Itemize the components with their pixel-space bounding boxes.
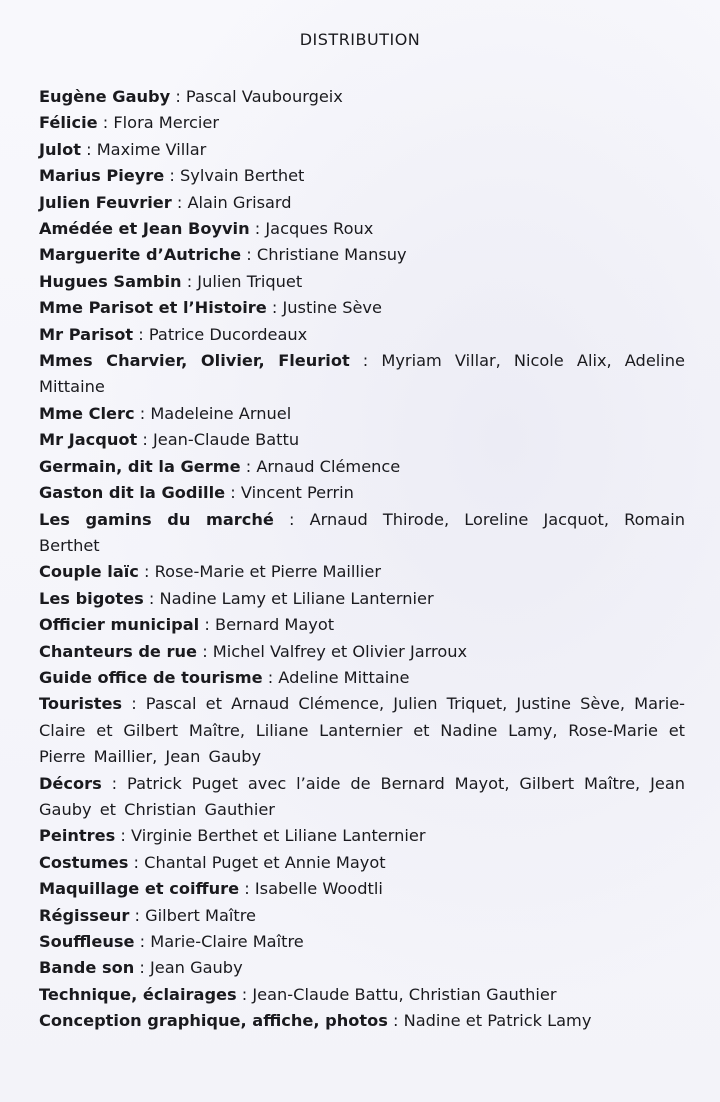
cast-role: Mr Parisot: [39, 324, 134, 344]
cast-actors: Michel Valfrey et Olivier Jarroux: [212, 641, 468, 661]
cast-actors: Christiane Mansuy: [256, 245, 407, 265]
cast-actors: Bernard Mayot: [214, 615, 335, 635]
cast-actors: Pascal Vaubourgeix: [185, 87, 343, 106]
cast-role: Couple laïc: [39, 562, 139, 582]
cast-entry: Les gamins du marché : Arnaud Thirode, Loreline Jacquot, Romain Berthet: [39, 509, 685, 555]
cast-actors: Myriam Villar, Nicole Alix, Adeline Mittaine: [39, 351, 686, 397]
cast-actors: Rose-Marie et Pierre Maillier: [154, 562, 382, 582]
cast-role: Guide office de tourisme: [39, 667, 263, 687]
cast-actors: Nadine Lamy et Liliane Lanternier: [159, 588, 434, 608]
cast-actors: Jean Gauby: [150, 958, 243, 978]
cast-actors: Jean-Claude Battu: [153, 430, 300, 450]
cast-entry: Couple laïc : Rose-Marie et Pierre Maillier: [39, 562, 382, 582]
cast-entry: Chanteurs de rue : Michel Valfrey et Olivier Jarroux: [39, 641, 468, 661]
cast-role: Marguerite d’Autriche: [39, 245, 242, 265]
cast-list: [39, 84, 685, 1035]
cast-role: Eugène Gauby: [39, 87, 171, 106]
cast-entry: Félicie : Flora Mercier: [39, 113, 220, 133]
cast-entry: Souffleuse : Marie-Claire Maître: [39, 932, 304, 951]
cast-role: Julot: [39, 139, 81, 159]
cast-role: Technique, éclairages: [39, 984, 237, 1004]
cast-role: Mme Clerc: [39, 403, 135, 423]
cast-role: Mr Jacquot: [39, 430, 138, 450]
cast-actors: Gilbert Maître: [145, 905, 257, 925]
cast-role: Marius Pieyre: [39, 166, 165, 186]
cast-entry: Touristes : Pascal et Arnaud Clémence, Julien Triquet, Justine Sève, Marie-Claire et Gilbert Maître, Liliane Lanternier et Nadine Lamy, Rose-Marie et Pierre Maillier, Jean Gauby: [39, 694, 685, 767]
cast-entry: Mme Clerc : Madeleine Arnuel: [39, 403, 292, 423]
page-title: DISTRIBUTION: [299, 30, 421, 49]
cast-role: Officier municipal: [39, 615, 200, 635]
cast-actors: Julien Triquet: [197, 271, 303, 291]
cast-actors: Nadine et Patrick Lamy: [403, 1011, 592, 1031]
cast-role: Mmes Charvier, Olivier, Fleuriot: [39, 351, 350, 371]
cast-role: Bande son: [39, 958, 135, 978]
cast-entry: Hugues Sambin : Julien Triquet: [39, 271, 303, 291]
cast-actors: Vincent Perrin: [240, 483, 354, 503]
cast-actors: Madeleine Arnuel: [150, 403, 292, 423]
cast-role: Chanteurs de rue: [39, 641, 198, 661]
cast-entry: Julot : Maxime Villar: [39, 139, 207, 159]
cast-entry: Peintres : Virginie Berthet et Liliane Lanternier: [39, 826, 426, 846]
cast-role: Hugues Sambin: [39, 271, 182, 291]
cast-actors: Justine Sève: [282, 298, 382, 318]
cast-role: Félicie: [39, 113, 98, 133]
cast-actors: Alain Grisard: [187, 192, 292, 212]
cast-actors: Adeline Mittaine: [278, 667, 410, 687]
cast-entry: Les bigotes : Nadine Lamy et Liliane Lanternier: [39, 588, 434, 608]
cast-entry: Guide office de tourisme : Adeline Mittaine: [39, 667, 410, 687]
cast-role: Régisseur: [39, 905, 130, 925]
cast-entry: Officier municipal : Bernard Mayot: [39, 615, 335, 635]
cast-role: Les gamins du marché: [39, 509, 274, 529]
cast-role: Gaston dit la Godille: [39, 483, 226, 503]
cast-entry: Mmes Charvier, Olivier, Fleuriot : Myriam Villar, Nicole Alix, Adeline Mittaine: [39, 351, 686, 397]
cast-actors: Flora Mercier: [113, 113, 220, 133]
cast-entry: Julien Feuvrier : Alain Grisard: [39, 192, 292, 212]
cast-role: Conception graphique, affiche, photos: [39, 1011, 388, 1031]
cast-entry: Mme Parisot et l’Histoire : Justine Sève: [39, 298, 382, 318]
cast-entry: Costumes : Chantal Puget et Annie Mayot: [39, 852, 386, 872]
cast-role: Décors: [39, 773, 102, 793]
cast-entry: Marius Pieyre : Sylvain Berthet: [39, 166, 305, 186]
cast-entry: Marguerite d’Autriche : Christiane Mansuy: [39, 245, 407, 265]
cast-entry: Mr Parisot : Patrice Ducordeaux: [39, 324, 308, 344]
cast-actors: Jean-Claude Battu, Christian Gauthier: [252, 984, 557, 1004]
cast-role: Touristes: [39, 694, 123, 714]
cast-actors: Patrick Puget avec l’aide de Bernard Mayot, Gilbert Maître, Jean Gauby et Christian Gauthier: [39, 773, 686, 819]
cast-entry: Technique, éclairages : Jean-Claude Battu, Christian Gauthier: [39, 984, 557, 1004]
cast-role: Julien Feuvrier: [39, 192, 172, 212]
cast-entry: Décors : Patrick Puget avec l’aide de Bernard Mayot, Gilbert Maître, Jean Gauby et Christian Gauthier: [39, 773, 686, 819]
cast-actors: Pascal et Arnaud Clémence, Julien Triquet, Justine Sève, Marie-Claire et Gilbert Maître, Liliane Lanternier et Nadine Lamy, Rose-Marie et Pierre Maillier, Jean Gauby: [39, 694, 685, 767]
cast-entry: Régisseur : Gilbert Maître: [39, 905, 257, 925]
cast-role: Germain, dit la Germe: [39, 456, 241, 476]
cast-actors: Patrice Ducordeaux: [148, 324, 308, 344]
cast-entry: Eugène Gauby : Pascal Vaubourgeix: [39, 87, 343, 106]
cast-role: Maquillage et coiffure: [39, 879, 240, 899]
cast-role: Costumes: [39, 852, 129, 872]
cast-role: Mme Parisot et l’Histoire: [39, 298, 267, 318]
cast-actors: Isabelle Woodtli: [254, 879, 383, 899]
cast-role: Amédée et Jean Boyvin: [39, 219, 250, 239]
cast-actors: Sylvain Berthet: [180, 166, 305, 186]
cast-entry: Mr Jacquot : Jean-Claude Battu: [39, 430, 300, 450]
cast-actors: Jacques Roux: [265, 219, 374, 239]
cast-role: Peintres: [39, 826, 116, 846]
cast-entry: Bande son : Jean Gauby: [39, 958, 243, 978]
cast-role: Les bigotes: [39, 588, 144, 608]
cast-actors: Marie-Claire Maître: [150, 932, 304, 951]
cast-entry: Amédée et Jean Boyvin : Jacques Roux: [39, 219, 374, 239]
cast-actors: Arnaud Clémence: [256, 456, 401, 476]
cast-entry: Conception graphique, affiche, photos : Nadine et Patrick Lamy: [39, 1011, 592, 1031]
cast-entry: Gaston dit la Godille : Vincent Perrin: [39, 483, 354, 503]
cast-entry: Germain, dit la Germe : Arnaud Clémence: [39, 456, 401, 476]
cast-entry: Maquillage et coiffure : Isabelle Woodtli: [39, 879, 383, 899]
cast-role: Souffleuse: [39, 932, 135, 951]
cast-actors: Arnaud Thirode, Loreline Jacquot, Romain Berthet: [39, 509, 685, 555]
cast-actors: Virginie Berthet et Liliane Lanternier: [131, 826, 426, 846]
cast-actors: Maxime Villar: [96, 139, 207, 159]
cast-actors: Chantal Puget et Annie Mayot: [144, 852, 386, 872]
